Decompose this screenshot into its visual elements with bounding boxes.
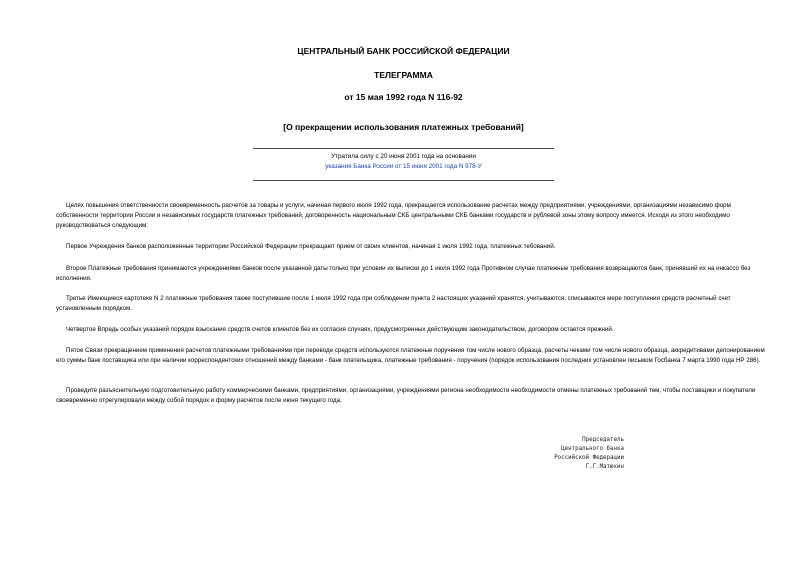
basis-link[interactable]: указания Банка России от 15 июня 2001 года N 978-У	[325, 163, 482, 170]
signature-institution: Центрального банка	[561, 446, 624, 452]
document-subject: [О прекращении использования платежных требований]	[283, 122, 524, 132]
paragraph-5: Пятое Связи прекращением применения расчетов платежными требованиями при переводе средств используются платежные поручения том числе нового образца, расчеты чеками том числе нового образца, аккредитивами депонированием его суммы банк поставщика или при наличии корреспондентских отношений между банками - банк плательщика, платежные требования - поручения (порядок использования последних установлен письмом Госбанка 7 марта 1990 года НР 286).	[56, 347, 765, 364]
signature-block	[480, 436, 624, 472]
divider-bottom	[253, 180, 554, 181]
paragraph-1: Первое Учреждения банков расположенные территории Российской Федерации прекращают прием от своих клиентов, начиная 1 июля 1992 года, платежных тебований.	[66, 243, 556, 250]
document-type: ТЕЛЕГРАММА	[374, 70, 433, 80]
issuer-title: ЦЕНТРАЛЬНЫЙ БАНК РОССИЙСКОЙ ФЕДЕРАЦИИ	[297, 46, 510, 56]
signature-country: Российской Федерации	[554, 455, 624, 461]
signature-name: Г.Г.Матюхин	[585, 464, 624, 470]
document-date: от 15 мая 1992 года N 116-92	[344, 92, 463, 102]
paragraph-4: Четвертое Впредь особых указаний порядок взыскания средств счетов клиентов без их согласия случаях, предусмотренных действующим законодательством, договором остается прежний.	[66, 326, 614, 333]
paragraph-closing: Проведите разъяснительную подготовительную работу коммерческими банками, предприятиями, организациями, учреждениями региона необходимости необходимости отмены платежных требований тем, чтобы поставщики и покупатели своевременно отрегулировали между собой порядок и форму расчетов после июня текущего года.	[56, 387, 756, 404]
paragraph-3: Третье Имеющиеся картотеке N 2 платежные требования также поступившие после 1 июля 1992 года при соблюдении пункта 2 настоящих указаний хранятся, учитываются, списываются мере поступления средств расчетный счет установленным порядком.	[56, 295, 731, 312]
paragraph-intro: Целях повышения ответственности своевременность расчетов за товары и услуги, начиная первого июля 1992 года, прекращается использование расчетах между предприятиями, учреждениями, организациями независимо форм собственности территории России и независимых государств платежных требований, договоренность национальным СКБ центральными СКБ банками государств и рублевой зоны этому вопросу имеется. Исходя из этого необходимо руководствоваться следующим:	[56, 202, 731, 229]
paragraph-2: Второе Платежные требования принимаются учреждениями банков после указанной даты только при условии их выписки до 1 июля 1992 года Противном случае платежные требования возвращаются банк, принявший их на инкассо без исполнения.	[56, 265, 751, 282]
status-note: Утратила силу с 20 июня 2001 года на основании	[331, 153, 476, 160]
signature-position: Председатель	[582, 437, 624, 443]
divider-top	[253, 148, 554, 149]
